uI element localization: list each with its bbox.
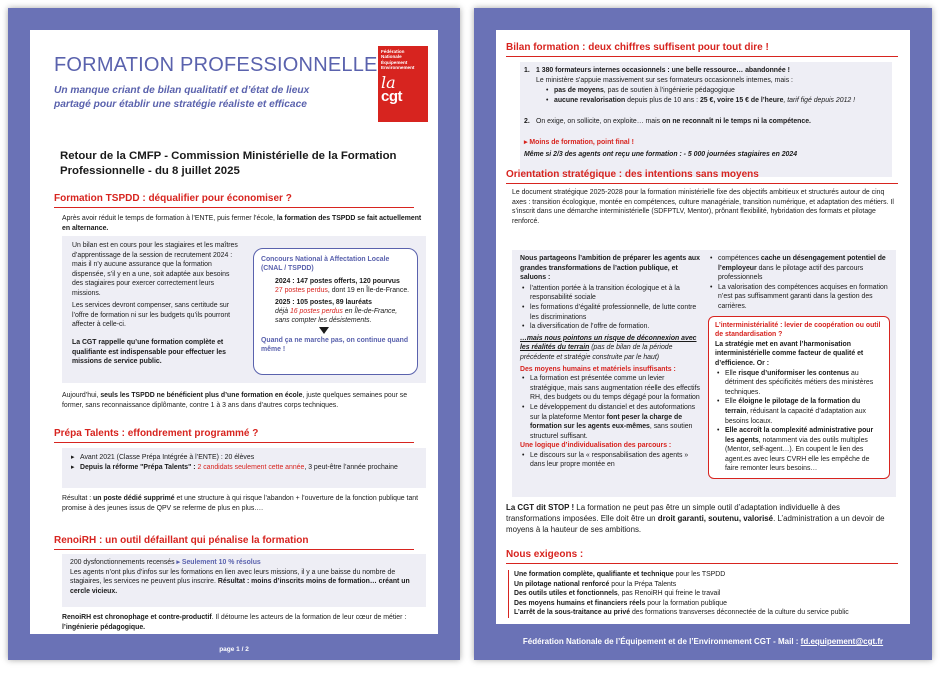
inter-complexity-rest: , notamment via des outils multiples (Mentor, self-agent…). En coupent le lien des agent.es avec leurs CVRH elle les empêche de faire remonter leurs besoins… (725, 436, 870, 473)
section-title-orientation: Orientation stratégique : des intentions sans moyens (506, 169, 898, 184)
bilan-number-1: 1. (524, 67, 530, 74)
renoirh-agents-text: Les agents n’ont plus d’infos sur les formations en lien avec leurs missions, il y a une baisse du nombre de stagiaires, les services ne peuvent plus inscrire. (70, 568, 396, 586)
bilan-no-means (544, 86, 889, 96)
bilan-number-2: 2. (524, 118, 530, 125)
tspdd-outro (62, 391, 426, 410)
arrow-down-icon (319, 327, 329, 334)
right-item-disengagement (708, 254, 890, 283)
exig-means-text: pour la formation publique (645, 599, 727, 607)
tspdd-cgt-paragraph: La CGT rappelle qu’une formation complète et qualifiante est indispensable pour effectuer les missions de service public. (72, 339, 226, 366)
right-disengagement-text: compétences (718, 255, 761, 262)
inter-pilotage-text: Elle (725, 398, 739, 406)
cgt-stop-bold: La CGT dit STOP ! (506, 503, 575, 512)
prepa-result-label: Résultat : (62, 495, 94, 502)
bilan-no-raise-bold: aucune revalorisation (554, 96, 626, 104)
section-title-prepa: Prépa Talents : effondrement programmé ? (54, 428, 414, 443)
bilan-box (520, 62, 892, 177)
indiv-item-responsibility: • Le discours sur la « responsabilisation des agents » dans leur propre montée en (520, 451, 700, 470)
renoirh-conclusion-text: . Il détourne les acteurs de la formation de leur cœur de métier : (211, 614, 407, 621)
concours-box (253, 248, 418, 375)
concours-2024-lost: 27 postes perdus (275, 287, 328, 294)
main-heading: Retour de la CMFP - Commission Ministérielle de la Formation Professionnelle - du 8 juillet 2025 (60, 150, 397, 177)
concours-2025-deja: déjà (275, 308, 290, 315)
bilan-no-means-text: , pas de soutien à l’ingénierie pédagogique (603, 87, 735, 94)
exig-tspdd-bold: Une formation complète, qualifiante et technique (514, 571, 674, 578)
prepa-reform-next: , 3 peut-être l’année prochaine (304, 463, 398, 471)
concours-2025-idf: en Île-de-France, sans compter les désistements. (275, 308, 398, 324)
indiv-list (520, 451, 700, 470)
prepa-result-bold: un poste dédié supprimé (93, 495, 175, 502)
exig-outsourcing-text: des formations transverses déconnectée de la culture du service public (630, 609, 849, 617)
exig-item-tools (514, 589, 900, 599)
renoirh-conclusion (62, 613, 426, 632)
exig-prepa-text: pour la Prépa Talents (609, 580, 677, 588)
footer-email-link[interactable]: fd.equipement@cgt.fr (800, 637, 884, 646)
page-number: page 1 / 2 (219, 646, 249, 653)
inter-uniformise-rest: au détriment des spécificités métiers des ministères techniques. (725, 369, 874, 396)
orientation-risk-bold: …mais nous pointons un risque de déconnexion avec les réalités du terrain (520, 334, 697, 352)
cgt-stop-end: . L’administration a un devoir de moyens à la hauteur de ses ambitions. (506, 514, 885, 534)
bilan-less-training: ▸ Moins de formation, point final ! (524, 139, 634, 146)
exig-outsourcing-bold: L’arrêt de la sous-traitance au privé (514, 609, 631, 617)
inter-uniformise-text: Elle (725, 369, 739, 377)
tspdd-intro-text: Après avoir réduit le temps de formation à l’ENTE, puis fermer l’école, (62, 215, 277, 222)
renoirh-conclusion-bold: RenoiRH est chronophage et contre-productif (62, 614, 212, 621)
inter-pilotage-rest: , réduisant la capacité d’adaptation aux besoins locaux. (725, 407, 866, 425)
orientation-right-column (708, 254, 890, 479)
cgt-stop-paragraph (506, 502, 896, 535)
page-2-footer (474, 637, 932, 646)
exig-tspdd-text: pour les TSPDD (673, 571, 726, 578)
concours-2025-lost: 16 postes perdus (289, 308, 343, 315)
right-disengagement-rest: dans le pilotage actif des parcours professionnels (718, 264, 864, 282)
concours-2024-idf: , dont 19 en Île-de-France. (327, 287, 410, 294)
cgt-logo (378, 46, 428, 122)
interministerial-box (708, 316, 890, 480)
tspdd-bilan-paragraph: Un bilan est en cours pour les stagiaires et les maîtres d’apprentissage de la session de recrutement 2024 : mais il n’y aucune assurance que la formation dispensée, s’il y en a une, soit adaptée aux besoins des stagiaires pour exercer correctement leurs missions. (72, 242, 238, 297)
inter-pilotage-bold: éloigne le pilotage de la formation du terrain (725, 398, 861, 415)
indiv-title: Une logique d’individualisation des parcours : (520, 442, 672, 450)
renoirh-resolved: ▸ Seulement 10 % résolus (176, 559, 261, 566)
interministerial-title: L’interministérialité : levier de coopération ou outil de standardisation ? (715, 321, 881, 339)
orientation-intro: Le document stratégique 2025-2028 pour la formation ministérielle fixe des objectifs ambitieux et structurés autour de cinq axes : transition écologique, montée en compétences, culture managériale, transition numérique, et adaptation des métiers. Il s’inscrit dans une démarche interministérielle (SDFPTLV, Mentor), prônant flexibilité, hybridation des formats et pilotage renforcé. (512, 189, 894, 225)
exig-item-prepa (514, 580, 900, 590)
renoirh-box (62, 554, 426, 607)
inter-uniformise-bold: risque d’uniformiser les contenus (738, 369, 850, 377)
tspdd-services-paragraph: Les services devront compenser, sans certitude sur l’offre de formation ni sur les budgets qu’ils pourront affecter à celle-ci. (72, 302, 231, 329)
bilan-rate-frozen: , tarif figé depuis 2012 ! (783, 96, 856, 104)
prepa-reform-candidates: 2 candidats seulement cette année (197, 463, 305, 471)
renoirh-agents-result: Résultat : moins d’inscrits moins de formation… créant un cercle vicieux. (70, 578, 410, 595)
bilan-rate: 25 €, voire 15 € de l’heure (699, 96, 784, 104)
bilan-item-1-list (544, 86, 889, 105)
tspdd-info-box (62, 236, 426, 383)
bilan-item-1-sub: Le ministère s’appuie massivement sur ses formateurs occasionnels internes, mais : (536, 77, 793, 84)
document-page-2 (474, 8, 932, 660)
bilan-item-2-text: On exige, on sollicite, on exploite… mais (536, 118, 663, 125)
concours-title: Concours National à Affectation Locale (CNAL / TSPDD) (261, 256, 390, 272)
inter-item-uniformise (715, 369, 883, 398)
page-subtitle: Un manque criant de bilan qualitatif et d’état de lieux partagé pour établir une stratégie réaliste et efficace (54, 85, 310, 110)
right-disengagement-bold: cache un désengagement potentiel de l’employeur (718, 255, 886, 272)
salute-ecology: • l’attention portée à la transition écologique et à la responsabilité sociale (520, 284, 700, 303)
page-2-content (496, 30, 910, 624)
cgt-stop-text: La formation ne peut pas être un simple outil d’adaptation individuelle à des transformations imposées. Elle doit être un (506, 503, 840, 523)
right-item-valorisation: • La valorisation des compétences acquises en formation n’est pas suffisamment garanti dans la gestion des carrières. (708, 283, 890, 312)
exig-tools-text: , pas RenoiRH qui freine le travail (617, 590, 721, 598)
section-title-exigences: Nous exigeons : (506, 549, 898, 564)
document-page-1 (8, 8, 460, 660)
exig-prepa-bold: Un pilotage national renforcé (514, 580, 610, 588)
moyens-mentor-rest: , sans soutien structurel suffisant. (530, 423, 693, 440)
moyens-list (520, 374, 700, 441)
renoirh-agents (70, 568, 418, 597)
section-title-renoirh: RenoiRH : un outil défaillant qui pénalise la formation (54, 535, 414, 550)
inter-complexity-bold: Elle accroît la complexité administrative pour les agents (725, 427, 874, 444)
section-title-bilan: Bilan formation : deux chiffres suffisent pour tout dire ! (506, 42, 898, 57)
inter-item-complexity (715, 426, 883, 474)
tspdd-outro-rest: , juste quelques semaines pour se former, sans reconnaissance diplômante, contre 1 à 3 ans dans d’autres corps techniques. (62, 392, 408, 409)
interministerial-intro: La stratégie met en avant l’harmonisation interministérielle comme facteur de qualité et d’efficience. Or : (715, 340, 864, 367)
tspdd-outro-text: Aujourd’hui, (62, 392, 101, 399)
prepa-list (70, 453, 418, 472)
cgt-stop-right: droit garanti, soutenu, valorisé (657, 514, 774, 523)
footer-federation: Fédération Nationale de l’Équipement et de l’Environnement CGT - Mail : (522, 637, 801, 646)
bilan-item-2 (536, 117, 886, 127)
bilan-two-thirds: Même si 2/3 des agents ont reçu une formation : - 5 000 journées stagiaires en 2024 (524, 151, 798, 158)
concours-2024 (261, 277, 410, 295)
moyens-title: Des moyens humains et matériels insuffisants : (520, 365, 676, 373)
interministerial-list (715, 369, 883, 475)
concours-2024-stats: 2024 : 147 postes offerts, 120 pourvus (275, 278, 400, 285)
bilan-no-means-bold: pas de moyens (554, 87, 604, 94)
exig-tools-bold: Des outils utiles et fonctionnels (514, 590, 618, 598)
salute-diversification: • la diversification de l’offre de formation. (520, 322, 700, 332)
inter-item-pilotage (715, 397, 883, 426)
exig-item-tspdd (514, 570, 900, 580)
prepa-item-before-2021: ▸ Avant 2021 (Classe Prépa Intégrée à l’ENTE) : 20 élèves (70, 453, 418, 463)
tspdd-intro-bold: la formation des TSPDD se fait actuellement en alternance. (62, 215, 422, 232)
tspdd-outro-bold: seuls les TSPDD ne bénéficient plus d’une formation en école (100, 392, 303, 399)
logo-federation-text: Fédération Nationale Équipement Environnement (381, 49, 415, 70)
exig-item-outsourcing (514, 608, 900, 618)
renoirh-dysfunctions (70, 558, 418, 568)
moyens-item-lever: • La formation est présentée comme un levier stratégique, mais sans augmentation réelle des effectifs RH, des budgets ou du temps dégagé pour la formation (520, 374, 700, 403)
orientation-risk-note: (pas de bilan de la période précédente et stratégie construite par le haut) (520, 344, 673, 361)
prepa-result-rest: et une structure à qui risque l’abandon + l’ouverture de la fonction publique tant promise à des jeunes issus de QPV se referme de plus en plus…. (62, 495, 419, 512)
orientation-right-list (708, 254, 890, 312)
prepa-result (62, 494, 426, 513)
exigences-list (508, 570, 900, 618)
concours-2025 (261, 298, 410, 325)
renoirh-conclusion-end: l’ingénierie pédagogique. (62, 623, 146, 631)
orientation-left-column (520, 254, 700, 470)
logo-la-text: la (381, 73, 396, 93)
moyens-item-mentor (520, 403, 700, 441)
prepa-reform-label: Depuis la réforme "Prépa Talents" : (80, 463, 198, 471)
section-title-tspdd: Formation TSPDD : déqualifier pour économiser ? (54, 193, 414, 208)
logo-cgt-text: cgt (381, 88, 402, 106)
bilan-no-raise-text: depuis plus de 10 ans : (625, 96, 700, 104)
moyens-mentor-bold: font peser la charge de formation sur les agents eux-mêmes (530, 413, 683, 431)
bilan-item-2-bold: on ne reconnaît ni le temps ni la compétence. (662, 118, 811, 125)
exig-means-bold: Des moyens humains et financiers réels (514, 599, 646, 607)
orientation-risk (520, 334, 700, 363)
bilan-no-raise (544, 96, 889, 106)
concours-question: Quand ça ne marche pas, on continue quand même ! (261, 337, 409, 353)
bilan-item-1-title: 1 380 formateurs internes occasionnels : une belle ressource… abandonnée ! (536, 67, 790, 74)
prepa-item-reform (70, 463, 418, 473)
orientation-ambition: Nous partageons l’ambition de préparer les agents aux grandes transformations de l’action publique, et saluons : (520, 255, 700, 282)
moyens-mentor-text: Le développement du distanciel et des autoformations sur la plateforme Mentor (530, 403, 696, 421)
orientation-salute-list (520, 284, 700, 332)
renoirh-count: 200 dysfonctionnements recensés (70, 559, 177, 566)
orientation-box (512, 250, 896, 497)
tspdd-intro (62, 214, 422, 233)
prepa-box (62, 448, 426, 488)
concours-2025-stats: 2025 : 105 postes, 89 lauréats (275, 299, 372, 306)
salute-equality: • les formations d’égalité professionnelle, de lutte contre les discriminations (520, 303, 700, 322)
exig-item-means (514, 599, 900, 609)
page-title: FORMATION PROFESSIONNELLE (54, 54, 378, 76)
page-1-content (30, 30, 438, 634)
